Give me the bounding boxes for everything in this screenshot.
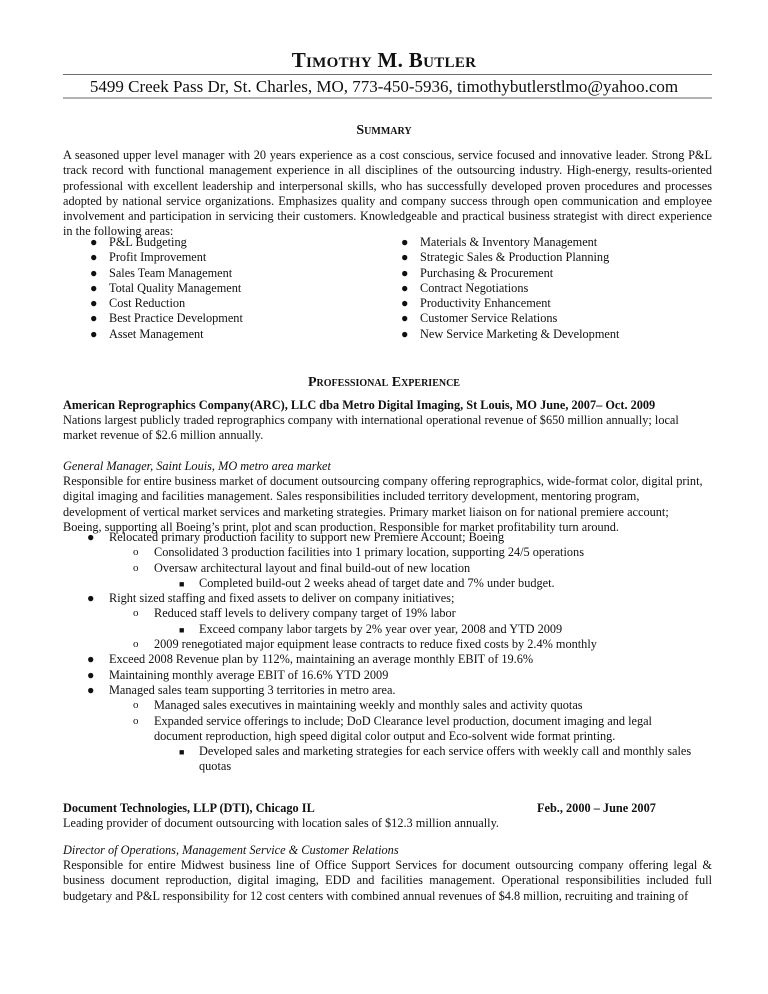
circle-bullet-icon: o (133, 699, 139, 712)
bullet-icon: ● (87, 652, 95, 667)
skill-item: ● Customer Service Relations (401, 311, 558, 326)
bullet-icon: ● (401, 326, 409, 341)
achievement-detail: ■ Completed build-out 2 weeks ahead of target date and 7% under budget. (63, 576, 723, 591)
achievement-subitem: o Expanded service offerings to include; DoD Clearance level production, document imaging and legal document reproduction, high speed digital color output and Eco-solvent wide format printing. (133, 713, 652, 743)
bullet-icon: ● (401, 235, 409, 249)
candidate-name: Timothy M. Butler (291, 48, 477, 72)
square-bullet-icon: ■ (179, 624, 185, 635)
circle-bullet-icon: o (133, 607, 139, 620)
bullet-icon: ● (401, 296, 409, 311)
achievement-subitem: o Consolidated 3 production facilities into 1 primary location, supporting 24/5 operations (133, 545, 584, 560)
bullet-icon: ● (90, 280, 98, 295)
skill-item: ● Purchasing & Procurement (401, 265, 554, 280)
contact-info: 5499 Creek Pass Dr, St. Charles, MO, 773-450-5936, timothybutlerstlmo@yahoo.com (89, 77, 679, 96)
skill-item: ● Cost Reduction (90, 296, 186, 311)
achievement-detail: ■ Developed sales and marketing strategies for each service offers with weekly call and monthly sales quotas (179, 744, 692, 774)
bullet-icon: ● (90, 265, 98, 280)
skills-list-left (90, 235, 243, 342)
skill-item: ● Productivity Enhancement (401, 296, 551, 311)
circle-bullet-icon: o (133, 561, 139, 574)
bullet-icon: ● (87, 530, 95, 544)
job-role: Director of Operations, Management Service & Customer Relations (63, 843, 399, 857)
circle-bullet-icon: o (133, 546, 139, 559)
bullet-icon: ● (401, 250, 409, 265)
skill-item: ● Best Practice Development (90, 311, 243, 326)
square-bullet-icon: ■ (179, 747, 185, 758)
achievement-subitem: o Reduced staff levels to delivery company target of 19% labor (133, 606, 456, 621)
skill-item: ● Sales Team Management (90, 265, 233, 280)
achievement-subitem: o Oversaw architectural layout and final build-out of new location (133, 560, 471, 575)
achievement-item: ● Right sized staffing and fixed assets to deliver on company initiatives; (87, 591, 455, 606)
skill-item: ● Asset Management (90, 326, 204, 341)
bullet-icon: ● (87, 682, 95, 697)
header-rule-top (63, 74, 712, 75)
circle-bullet-icon: o (133, 638, 139, 651)
achievement-subitem: o Managed sales executives in maintaining weekly and monthly sales and activity quotas (133, 698, 583, 713)
summary-heading: Summary (356, 123, 412, 138)
achievement-subitem: o 2009 renegotiated major equipment lease contracts to reduce fixed costs by 2.4% monthly (133, 637, 597, 652)
job-description: Nations largest publicly traded reprographics company with international operational revenue of $650 million annually; local market revenue of $2.6 million annually. (63, 413, 679, 443)
skill-item: ● Contract Negotiations (401, 280, 529, 295)
job-company: American Reprographics Company(ARC), LLC dba Metro Digital Imaging, St Louis, MO June, 2007– Oct. 2009 (63, 398, 656, 412)
job-company-row (63, 801, 712, 816)
skill-item: ● P&L Budgeting (90, 235, 187, 249)
bullet-icon: ● (90, 311, 98, 326)
achievement-item: ● Relocated primary production facility to support new Premiere Account; Boeing (87, 530, 505, 544)
job-responsibilities: Responsible for entire Midwest business line of Office Support Services for document outsourcing company offering legal & business document reproduction, digital imaging, EDD and facilities management. Operational responsibilities included full budgetary and P&L responsibility for 12 cost centers with combined annual revenues of $4.8 million, recruiting and training of (63, 858, 712, 903)
bullet-icon: ● (90, 250, 98, 265)
achievement-item: ● Maintaining monthly average EBIT of 16.6% YTD 2009 (87, 667, 389, 682)
skill-item: ● Total Quality Management (90, 280, 242, 295)
job-responsibilities: Responsible for entire business market of document outsourcing company offering reprographics, wide-format color, digital print, digital imaging and facilities management. Sales responsibilities included territory development, mentoring program, development of vertical market services and marketing strategies. Primary market liaison on for national premiere account; Boeing, supporting all Boeing’s print, plot and scan production. Responsible for market profitability turn around. (63, 474, 703, 534)
skill-item: ● Materials & Inventory Management (401, 235, 598, 249)
square-bullet-icon: ■ (179, 578, 185, 589)
skill-item: ● Profit Improvement (90, 250, 207, 265)
job-description: Leading provider of document outsourcing with location sales of $12.3 million annually. (63, 816, 499, 830)
bullet-icon: ● (401, 265, 409, 280)
job-company: Document Technologies, LLP (DTI), Chicago IL (63, 801, 315, 815)
achievement-detail: ■ Exceed company labor targets by 2% year over year, 2008 and YTD 2009 (63, 622, 723, 637)
bullet-icon: ● (87, 591, 95, 606)
achievement-item: ● Exceed 2008 Revenue plan by 112%, maintaining an average monthly EBIT of 19.6% (87, 652, 534, 667)
bullet-icon: ● (401, 311, 409, 326)
header-rule-bottom (63, 97, 712, 99)
bullet-icon: ● (87, 667, 95, 682)
bullet-icon: ● (90, 296, 98, 311)
bullet-icon: ● (90, 235, 98, 249)
summary-paragraph: A seasoned upper level manager with 20 years experience as a cost conscious, service focused and innovative leader. Strong P&L track record with functional management experience in all disciplines of the outsourcing industry. High-energy, results-oriented professional with excellent leadership and interpersonal skills, who has successfully developed proven procedures and processes adopted by national service organizations. Emphasizes quality and company success through open communication and employee involvement and participation in servicing their customers. Knowledgeable and practical business strategist with direct experience in the following areas: (63, 148, 712, 239)
job-achievements (63, 530, 723, 775)
circle-bullet-icon: o (133, 714, 139, 727)
experience-heading: Professional Experience (308, 375, 460, 390)
bullet-icon: ● (90, 326, 98, 341)
skills-list-right (401, 235, 619, 342)
achievement-item: ● Managed sales team supporting 3 territories in metro area. (87, 682, 396, 697)
job-role: General Manager, Saint Louis, MO metro area market (63, 459, 331, 473)
skill-item: ● Strategic Sales & Production Planning (401, 250, 610, 265)
skill-item: ● New Service Marketing & Development (401, 326, 620, 341)
bullet-icon: ● (401, 280, 409, 295)
job-dates: Feb., 2000 – June 2007 (537, 801, 656, 815)
